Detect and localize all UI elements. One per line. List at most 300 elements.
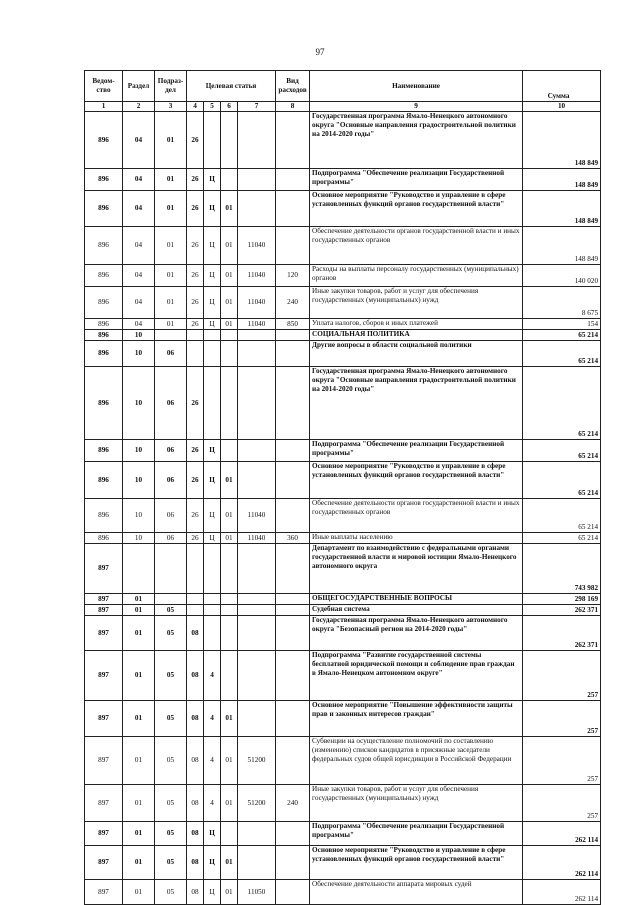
expense-type-cell — [276, 191, 310, 227]
razdel-cell: 04 — [123, 227, 155, 265]
target-event-cell — [221, 169, 238, 191]
target-program-cell: 26 — [187, 367, 204, 440]
header-vid-label: Вид расходов — [278, 77, 307, 94]
expense-type-cell — [276, 440, 310, 462]
vedomstvo-cell: 897 — [85, 880, 123, 905]
target-program-cell — [187, 330, 204, 341]
razdel-cell: 10 — [123, 367, 155, 440]
sum-cell: 65 214 — [523, 341, 601, 367]
target-event-cell — [221, 440, 238, 462]
name-cell: Государственная программа Ямало-Ненецкого автономного округа "Основные направления градостроительной политики на 2014-2020 годы" — [310, 367, 523, 440]
table-row — [85, 533, 601, 544]
target-subprogram-cell: Ц — [204, 533, 221, 544]
target-direction-cell: 11050 — [238, 880, 276, 905]
podrazdel-cell: 06 — [155, 462, 187, 499]
target-subprogram-cell: Ц — [204, 880, 221, 905]
target-program-cell: 26 — [187, 265, 204, 287]
column-number: 5 — [204, 102, 221, 112]
target-program-cell: 26 — [187, 191, 204, 227]
header-razdel-label: Раздел — [127, 81, 150, 90]
name-cell: Обеспечение деятельности аппарата мировых судей — [310, 880, 523, 905]
podrazdel-cell: 05 — [155, 701, 187, 737]
razdel-cell: 04 — [123, 287, 155, 319]
target-event-cell: 01 — [221, 191, 238, 227]
target-subprogram-cell: 4 — [204, 737, 221, 785]
target-direction-cell: 51200 — [238, 737, 276, 785]
target-program-cell: 08 — [187, 880, 204, 905]
table-row — [85, 169, 601, 191]
sum-cell: 148 849 — [523, 169, 601, 191]
podrazdel-cell: 06 — [155, 499, 187, 533]
target-program-cell: 08 — [187, 616, 204, 651]
podrazdel-cell: 06 — [155, 367, 187, 440]
target-event-cell: 01 — [221, 785, 238, 822]
name-cell: ОБЩЕГОСУДАРСТВЕННЫЕ ВОПРОСЫ — [310, 594, 523, 605]
sum-cell: 65 214 — [523, 533, 601, 544]
name-cell: Расходы на выплаты персоналу государственных (муниципальных) органов — [310, 265, 523, 287]
expense-type-cell — [276, 651, 310, 701]
target-event-cell: 01 — [221, 462, 238, 499]
target-subprogram-cell: Ц — [204, 191, 221, 227]
expense-type-cell — [276, 822, 310, 846]
target-program-cell — [187, 341, 204, 367]
target-program-cell: 26 — [187, 319, 204, 330]
target-direction-cell — [238, 605, 276, 616]
target-subprogram-cell: Ц — [204, 227, 221, 265]
sum-cell: 262 114 — [523, 846, 601, 880]
header-razdel — [123, 71, 155, 102]
target-program-cell: 08 — [187, 785, 204, 822]
podrazdel-cell: 05 — [155, 822, 187, 846]
header-sum-label: Сумма — [547, 92, 570, 101]
target-direction-cell — [238, 330, 276, 341]
target-event-cell — [221, 616, 238, 651]
podrazdel-cell — [155, 330, 187, 341]
name-cell: Подпрограмма "Обеспечение реализации Государственной программы" — [310, 169, 523, 191]
expense-type-cell — [276, 341, 310, 367]
target-direction-cell: 51200 — [238, 785, 276, 822]
target-program-cell: 26 — [187, 287, 204, 319]
expense-type-cell — [276, 616, 310, 651]
vedomstvo-cell: 896 — [85, 533, 123, 544]
target-subprogram-cell — [204, 341, 221, 367]
name-cell: Основное мероприятие "Руководство и управление в сфере установленных функций органов государственной власти" — [310, 191, 523, 227]
column-number: 10 — [523, 102, 601, 112]
razdel-cell — [123, 544, 155, 594]
name-cell: Государственная программа Ямало-Ненецкого автономного округа "Безопасный регион на 2014-2020 годы" — [310, 616, 523, 651]
sum-cell: 65 214 — [523, 440, 601, 462]
target-event-cell: 01 — [221, 227, 238, 265]
podrazdel-cell: 06 — [155, 341, 187, 367]
target-event-cell: 01 — [221, 287, 238, 319]
target-subprogram-cell: 4 — [204, 785, 221, 822]
razdel-cell: 04 — [123, 265, 155, 287]
expense-type-cell — [276, 701, 310, 737]
table-row — [85, 440, 601, 462]
expense-type-cell: 240 — [276, 785, 310, 822]
podrazdel-cell: 05 — [155, 651, 187, 701]
name-cell: Обеспечение деятельности органов государственной власти и иных государственных органов — [310, 227, 523, 265]
target-subprogram-cell: Ц — [204, 265, 221, 287]
expense-type-cell — [276, 112, 310, 169]
name-cell: Основное мероприятие "Повышение эффективности защиты прав и законных интересов граждан" — [310, 701, 523, 737]
target-subprogram-cell — [204, 330, 221, 341]
target-event-cell — [221, 330, 238, 341]
target-event-cell — [221, 367, 238, 440]
razdel-cell: 04 — [123, 191, 155, 227]
podrazdel-cell: 01 — [155, 112, 187, 169]
razdel-cell: 04 — [123, 169, 155, 191]
name-cell: Судебная система — [310, 605, 523, 616]
podrazdel-cell: 05 — [155, 605, 187, 616]
vedomstvo-cell: 897 — [85, 846, 123, 880]
header-name — [310, 71, 523, 102]
column-number: 3 — [155, 102, 187, 112]
target-program-cell: 08 — [187, 701, 204, 737]
vedomstvo-cell: 897 — [85, 701, 123, 737]
sum-cell: 262 371 — [523, 616, 601, 651]
name-cell: Департамент по взаимодействию с федеральными органами государственной власти и мировой юстиции Ямало-Ненецкого автономного округа — [310, 544, 523, 594]
target-event-cell — [221, 822, 238, 846]
podrazdel-cell: 06 — [155, 533, 187, 544]
column-number: 9 — [310, 102, 523, 112]
table-row — [85, 191, 601, 227]
razdel-cell: 01 — [123, 594, 155, 605]
vedomstvo-cell: 896 — [85, 265, 123, 287]
table-row — [85, 605, 601, 616]
target-direction-cell — [238, 594, 276, 605]
target-subprogram-cell: Ц — [204, 169, 221, 191]
table-row — [85, 227, 601, 265]
header-target-label: Целевая статья — [205, 81, 257, 90]
target-subprogram-cell — [204, 367, 221, 440]
target-event-cell — [221, 605, 238, 616]
budget-table — [84, 70, 601, 905]
target-program-cell — [187, 594, 204, 605]
sum-cell: 257 — [523, 785, 601, 822]
razdel-cell: 01 — [123, 846, 155, 880]
name-cell: Подпрограмма "Обеспечение реализации Государственной программы" — [310, 440, 523, 462]
header-vedomstvo-label: Ведом- ство — [92, 77, 115, 94]
name-cell: Другие вопросы в области социальной политики — [310, 341, 523, 367]
vedomstvo-cell: 896 — [85, 191, 123, 227]
table-row — [85, 287, 601, 319]
column-number-row — [85, 102, 601, 112]
podrazdel-cell: 01 — [155, 265, 187, 287]
target-subprogram-cell: 4 — [204, 701, 221, 737]
sum-cell: 65 214 — [523, 330, 601, 341]
table-row — [85, 651, 601, 701]
target-subprogram-cell — [204, 112, 221, 169]
expense-type-cell: 850 — [276, 319, 310, 330]
podrazdel-cell: 01 — [155, 287, 187, 319]
name-cell: Иные закупки товаров, работ и услуг для обеспечения государственных (муниципальных) нужд — [310, 287, 523, 319]
podrazdel-cell: 05 — [155, 616, 187, 651]
podrazdel-cell: 05 — [155, 785, 187, 822]
target-program-cell: 08 — [187, 846, 204, 880]
expense-type-cell — [276, 594, 310, 605]
razdel-cell: 10 — [123, 341, 155, 367]
razdel-cell: 01 — [123, 616, 155, 651]
target-direction-cell: 11040 — [238, 265, 276, 287]
target-direction-cell: 11040 — [238, 287, 276, 319]
target-direction-cell — [238, 846, 276, 880]
vedomstvo-cell: 897 — [85, 785, 123, 822]
podrazdel-cell: 01 — [155, 227, 187, 265]
vedomstvo-cell: 896 — [85, 499, 123, 533]
target-direction-cell — [238, 367, 276, 440]
podrazdel-cell: 05 — [155, 737, 187, 785]
vedomstvo-cell: 896 — [85, 227, 123, 265]
table-row — [85, 701, 601, 737]
header-podrazdel-label: Подраз- дел — [157, 77, 184, 94]
target-direction-cell — [238, 616, 276, 651]
podrazdel-cell — [155, 544, 187, 594]
target-event-cell: 01 — [221, 701, 238, 737]
table-row — [85, 462, 601, 499]
sum-cell: 140 020 — [523, 265, 601, 287]
table-row — [85, 880, 601, 905]
table-row — [85, 499, 601, 533]
podrazdel-cell: 01 — [155, 191, 187, 227]
vedomstvo-cell: 896 — [85, 112, 123, 169]
sum-cell: 298 169 — [523, 594, 601, 605]
target-subprogram-cell: Ц — [204, 846, 221, 880]
column-number: 7 — [238, 102, 276, 112]
sum-cell: 257 — [523, 737, 601, 785]
expense-type-cell: 360 — [276, 533, 310, 544]
table-row — [85, 822, 601, 846]
sum-cell: 154 — [523, 319, 601, 330]
target-program-cell: 26 — [187, 533, 204, 544]
name-cell: Государственная программа Ямало-Ненецкого автономного округа "Основные направления градостроительной политики на 2014-2020 годы" — [310, 112, 523, 169]
target-event-cell: 01 — [221, 846, 238, 880]
target-direction-cell — [238, 544, 276, 594]
vedomstvo-cell: 897 — [85, 737, 123, 785]
expense-type-cell — [276, 227, 310, 265]
name-cell: Подпрограмма "Развитие государственной системы бесплатной юридической помощи и соблюдение прав граждан в Ямало-Ненецком автономном округе" — [310, 651, 523, 701]
vedomstvo-cell: 896 — [85, 169, 123, 191]
target-program-cell: 08 — [187, 737, 204, 785]
target-subprogram-cell — [204, 605, 221, 616]
target-program-cell: 26 — [187, 112, 204, 169]
sum-cell: 65 214 — [523, 499, 601, 533]
column-number: 2 — [123, 102, 155, 112]
column-number: 6 — [221, 102, 238, 112]
name-cell: Субвенции на осуществление полномочий по составлению (изменению) списков кандидатов в присяжные заседатели федеральных судов общей юрисдикции в Российской Федерации — [310, 737, 523, 785]
page-number: 97 — [315, 47, 325, 57]
name-cell: Иные закупки товаров, работ и услуг для обеспечения государственных (муниципальных) нужд — [310, 785, 523, 822]
table-row — [85, 594, 601, 605]
sum-cell: 262 371 — [523, 605, 601, 616]
target-program-cell — [187, 544, 204, 594]
expense-type-cell — [276, 846, 310, 880]
razdel-cell: 01 — [123, 651, 155, 701]
vedomstvo-cell: 897 — [85, 822, 123, 846]
razdel-cell: 10 — [123, 462, 155, 499]
table-row — [85, 846, 601, 880]
target-program-cell: 26 — [187, 462, 204, 499]
table-row — [85, 616, 601, 651]
podrazdel-cell: 05 — [155, 880, 187, 905]
expense-type-cell — [276, 367, 310, 440]
podrazdel-cell: 05 — [155, 846, 187, 880]
name-cell: Иные выплаты населению — [310, 533, 523, 544]
header-row — [85, 71, 601, 102]
target-direction-cell — [238, 112, 276, 169]
target-program-cell — [187, 605, 204, 616]
target-event-cell: 01 — [221, 880, 238, 905]
sum-cell: 257 — [523, 701, 601, 737]
table-body — [85, 71, 601, 905]
sum-cell: 148 849 — [523, 227, 601, 265]
column-number: 4 — [187, 102, 204, 112]
table-row — [85, 544, 601, 594]
sum-cell: 257 — [523, 651, 601, 701]
target-event-cell — [221, 594, 238, 605]
target-direction-cell: 11040 — [238, 533, 276, 544]
target-subprogram-cell: Ц — [204, 440, 221, 462]
vedomstvo-cell: 896 — [85, 462, 123, 499]
column-number: 8 — [276, 102, 310, 112]
target-subprogram-cell: Ц — [204, 822, 221, 846]
expense-type-cell — [276, 605, 310, 616]
vedomstvo-cell: 896 — [85, 319, 123, 330]
name-cell: Обеспечение деятельности органов государственной власти и иных государственных органов — [310, 499, 523, 533]
razdel-cell: 10 — [123, 440, 155, 462]
sum-cell: 743 982 — [523, 544, 601, 594]
expense-type-cell — [276, 880, 310, 905]
target-direction-cell: 11040 — [238, 227, 276, 265]
target-direction-cell — [238, 651, 276, 701]
column-number: 1 — [85, 102, 123, 112]
sum-cell: 8 675 — [523, 287, 601, 319]
target-program-cell: 08 — [187, 651, 204, 701]
header-sum — [523, 71, 601, 102]
razdel-cell: 01 — [123, 822, 155, 846]
razdel-cell: 10 — [123, 330, 155, 341]
target-direction-cell — [238, 341, 276, 367]
table-row — [85, 367, 601, 440]
header-podrazdel — [155, 71, 187, 102]
vedomstvo-cell: 897 — [85, 605, 123, 616]
name-cell: СОЦИАЛЬНАЯ ПОЛИТИКА — [310, 330, 523, 341]
name-cell: Подпрограмма "Обеспечение реализации Государственной программы" — [310, 822, 523, 846]
target-subprogram-cell: Ц — [204, 499, 221, 533]
name-cell: Основное мероприятие "Руководство и управление в сфере установленных функций органов государственной власти" — [310, 846, 523, 880]
expense-type-cell — [276, 544, 310, 594]
target-event-cell: 01 — [221, 737, 238, 785]
razdel-cell: 01 — [123, 880, 155, 905]
razdel-cell: 01 — [123, 737, 155, 785]
podrazdel-cell — [155, 594, 187, 605]
target-direction-cell — [238, 169, 276, 191]
target-subprogram-cell: Ц — [204, 319, 221, 330]
target-event-cell — [221, 341, 238, 367]
expense-type-cell: 120 — [276, 265, 310, 287]
target-subprogram-cell: Ц — [204, 287, 221, 319]
target-subprogram-cell — [204, 594, 221, 605]
vedomstvo-cell: 896 — [85, 440, 123, 462]
table-row — [85, 330, 601, 341]
razdel-cell: 10 — [123, 499, 155, 533]
sum-cell: 148 849 — [523, 191, 601, 227]
razdel-cell: 10 — [123, 533, 155, 544]
name-cell: Уплата налогов, сборов и иных платежей — [310, 319, 523, 330]
target-program-cell: 26 — [187, 499, 204, 533]
expense-type-cell — [276, 330, 310, 341]
podrazdel-cell: 06 — [155, 440, 187, 462]
sum-cell: 65 214 — [523, 367, 601, 440]
vedomstvo-cell: 896 — [85, 341, 123, 367]
table-row — [85, 341, 601, 367]
table-row — [85, 319, 601, 330]
sum-cell: 65 214 — [523, 462, 601, 499]
table-row — [85, 737, 601, 785]
target-event-cell: 01 — [221, 499, 238, 533]
razdel-cell: 04 — [123, 319, 155, 330]
target-program-cell: 08 — [187, 822, 204, 846]
vedomstvo-cell: 897 — [85, 544, 123, 594]
razdel-cell: 01 — [123, 701, 155, 737]
target-direction-cell — [238, 822, 276, 846]
target-event-cell — [221, 651, 238, 701]
target-subprogram-cell — [204, 544, 221, 594]
razdel-cell: 01 — [123, 605, 155, 616]
sum-cell: 262 114 — [523, 880, 601, 905]
target-event-cell: 01 — [221, 533, 238, 544]
vedomstvo-cell: 896 — [85, 287, 123, 319]
vedomstvo-cell: 896 — [85, 367, 123, 440]
expense-type-cell — [276, 499, 310, 533]
vedomstvo-cell: 897 — [85, 616, 123, 651]
razdel-cell: 01 — [123, 785, 155, 822]
target-event-cell: 01 — [221, 319, 238, 330]
target-program-cell: 26 — [187, 440, 204, 462]
expense-type-cell — [276, 462, 310, 499]
expense-type-cell: 240 — [276, 287, 310, 319]
header-vedomstvo — [85, 71, 123, 102]
header-target — [187, 71, 276, 102]
vedomstvo-cell: 896 — [85, 330, 123, 341]
target-subprogram-cell: 4 — [204, 651, 221, 701]
target-program-cell: 26 — [187, 169, 204, 191]
target-event-cell: 01 — [221, 265, 238, 287]
razdel-cell: 04 — [123, 112, 155, 169]
target-subprogram-cell: Ц — [204, 462, 221, 499]
name-cell: Основное мероприятие "Руководство и управление в сфере установленных функций органов государственной власти" — [310, 462, 523, 499]
podrazdel-cell: 01 — [155, 169, 187, 191]
target-subprogram-cell — [204, 616, 221, 651]
sum-cell: 148 849 — [523, 112, 601, 169]
sum-cell: 262 114 — [523, 822, 601, 846]
table-row — [85, 112, 601, 169]
podrazdel-cell: 01 — [155, 319, 187, 330]
vedomstvo-cell: 897 — [85, 651, 123, 701]
target-direction-cell — [238, 191, 276, 227]
target-direction-cell — [238, 440, 276, 462]
target-program-cell: 26 — [187, 227, 204, 265]
header-name-label: Наименование — [392, 81, 440, 90]
table-row — [85, 785, 601, 822]
target-direction-cell: 11040 — [238, 499, 276, 533]
target-direction-cell — [238, 462, 276, 499]
expense-type-cell — [276, 169, 310, 191]
table-row — [85, 265, 601, 287]
vedomstvo-cell: 897 — [85, 594, 123, 605]
target-event-cell — [221, 544, 238, 594]
target-direction-cell: 11040 — [238, 319, 276, 330]
